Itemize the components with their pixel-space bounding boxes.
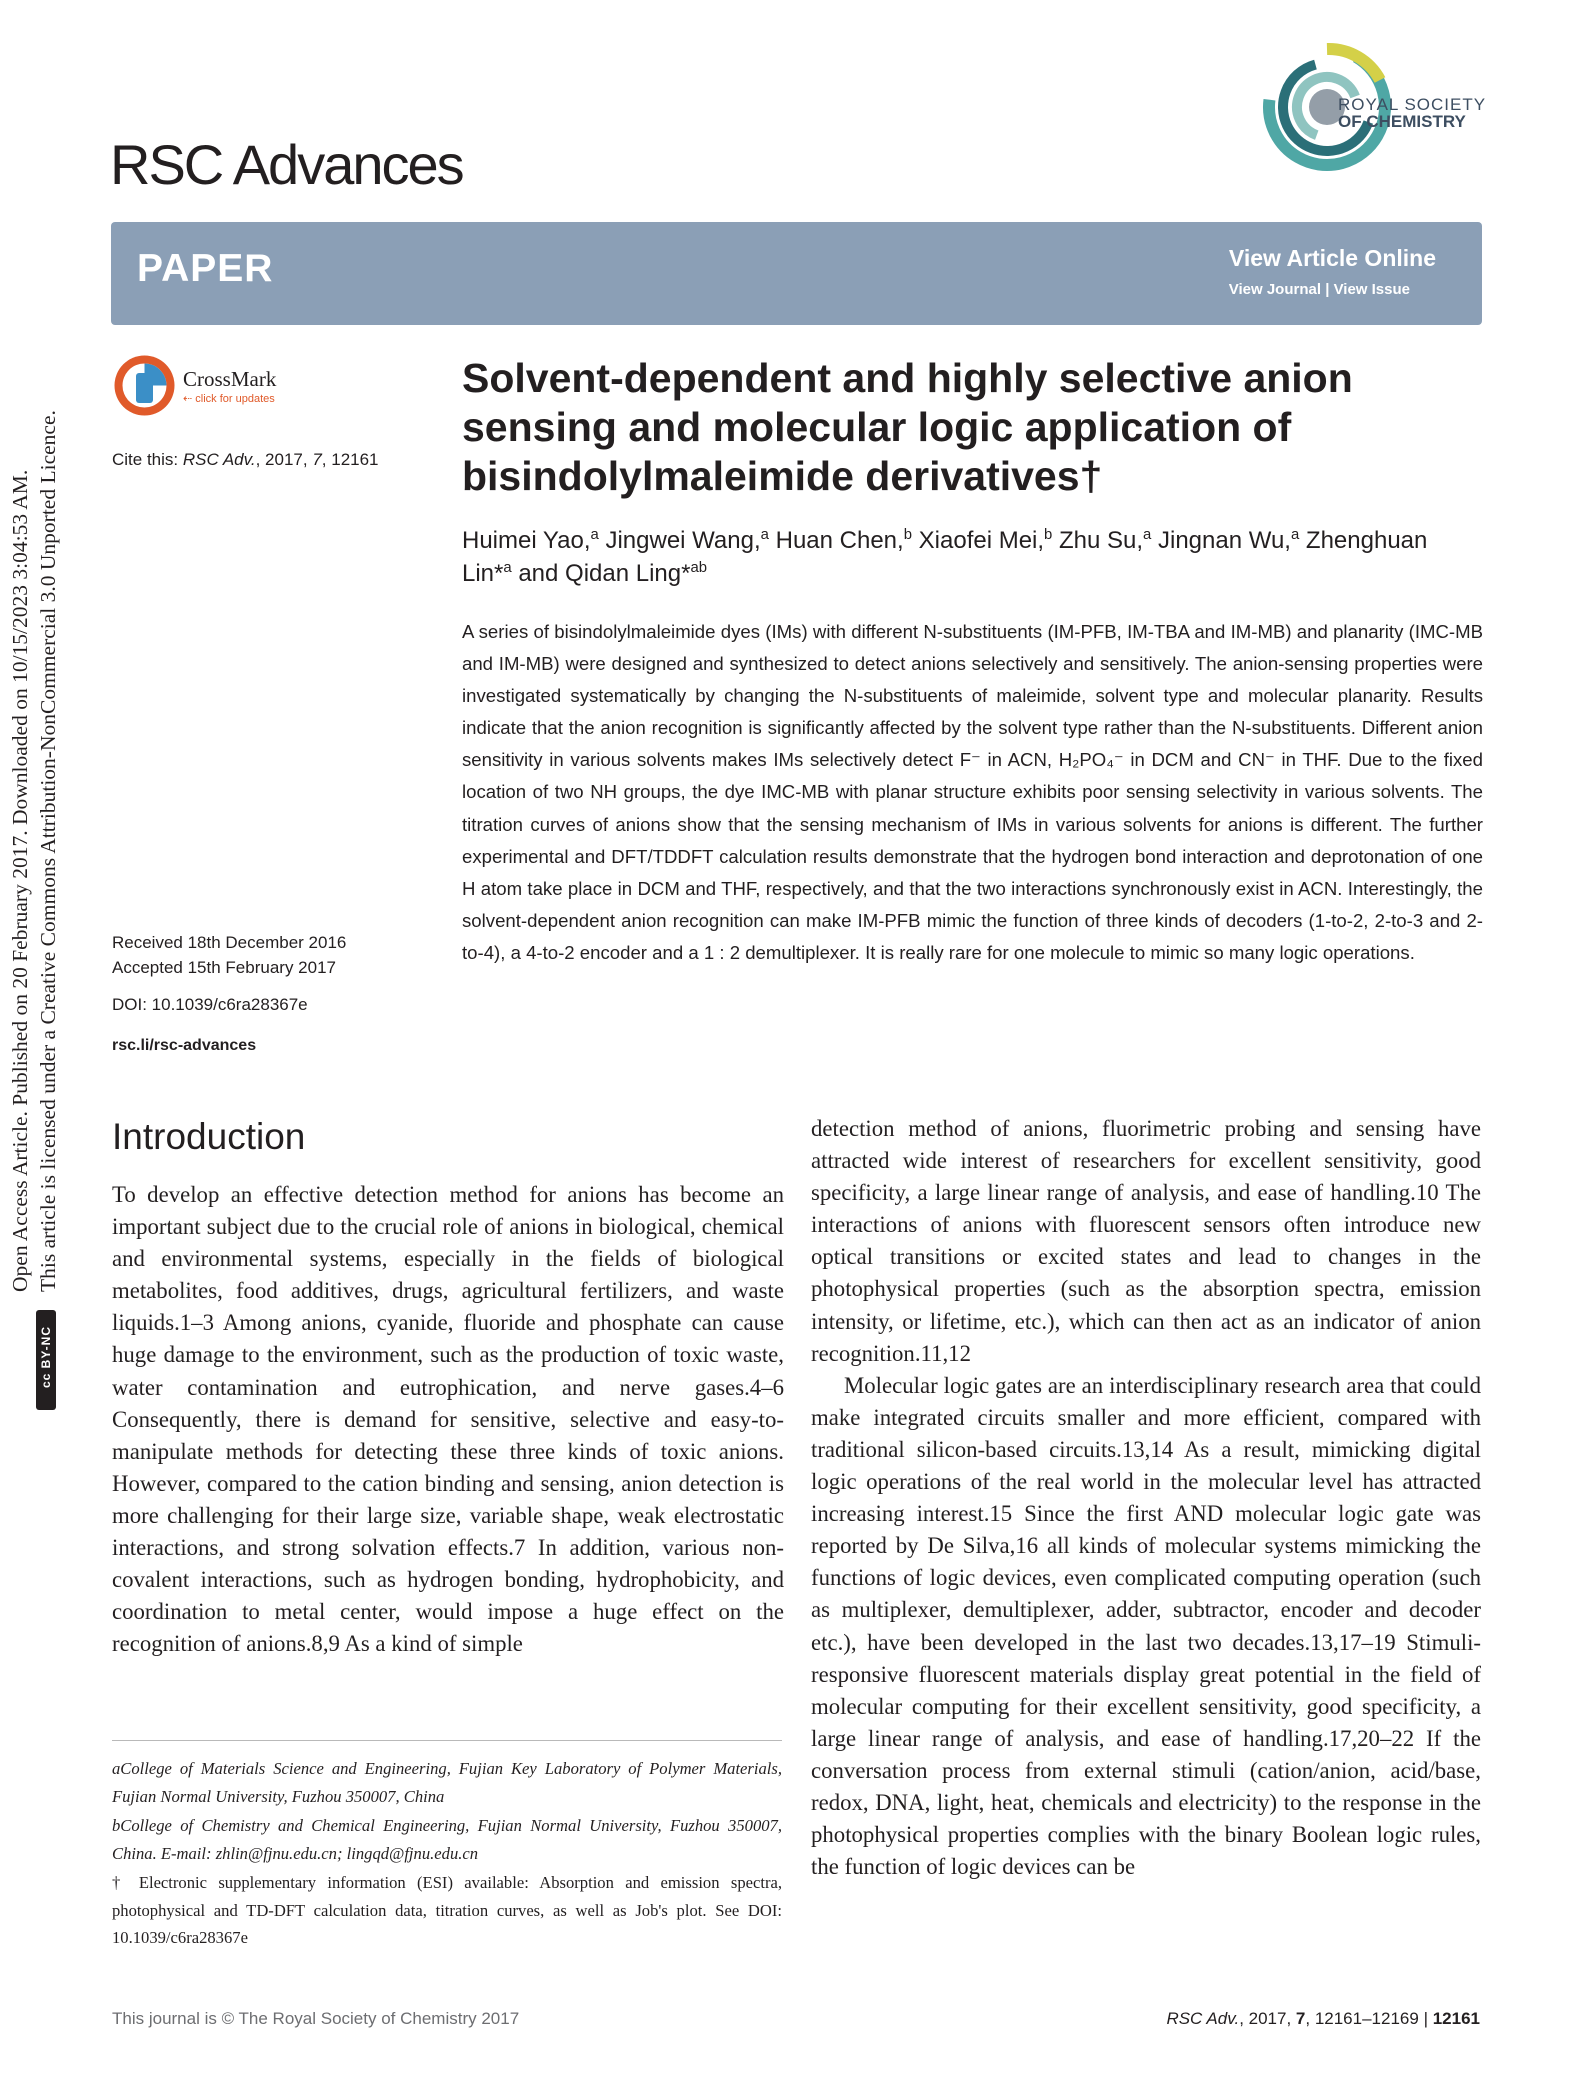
view-links: View Journal | View Issue (1228, 281, 1410, 298)
crossmark-label[interactable]: CrossMark (183, 367, 277, 391)
arrow-left-icon: ⇠ (183, 393, 196, 405)
body-column-left (112, 1179, 784, 1660)
view-article-online-link[interactable]: View Article Online (1228, 245, 1436, 271)
affiliation-a: aCollege of Materials Science and Engineering, Fujian Key Laboratory of Polymer Materials, Fujian Normal University, Fuzhou 350007, China (112, 1759, 782, 1806)
citation: Cite this: RSC Adv., 2017, 7, 12161 (112, 450, 379, 469)
article-title: Solvent-dependent and highly selective anion sensing and molecular logic application of bisindolylmaleimide derivatives† (462, 355, 1353, 499)
article-type: PAPER (137, 247, 274, 290)
footnotes (112, 1755, 782, 1954)
licence-banner (6, 232, 62, 1292)
page-number: 12161 (1432, 2009, 1480, 2028)
received-date: Received 18th December 2016 (112, 933, 347, 952)
article-type-banner (111, 222, 1482, 325)
crossmark-sublabel[interactable]: ⇠ click for updates (183, 393, 275, 405)
affiliation-b: bCollege of Chemistry and Chemical Engineering, Fujian Normal University, Fuzhou 350007, China. E-mail: zhlin@fjnu.edu.cn; lingqd@fjnu.edu.cn (112, 1816, 782, 1863)
licence-line-1: Open Access Article. Published on 20 February 2017. Downloaded on 10/15/2023 3:04:53 AM. (8, 469, 32, 1292)
licence-line-2: This article is licensed under a Creative Commons Attribution-NonCommercial 3.0 Unported Licence. (36, 410, 60, 1292)
cc-by-nc-badge[interactable]: cc BY-NC (36, 1310, 56, 1410)
page-citation: RSC Adv., 2017, 7, 12161–12169 | 12161 (1166, 2009, 1480, 2028)
paragraph: To develop an effective detection method for anions has become an important subject due to the crucial role of anions in biological, chemical and environmental systems, especially in the fields of biological metabolites, food additives, drugs, agricultural fertilizers, and waste liquids.1–3 Among anions, cyanide, fluoride and phosphate can cause huge damage to the environment, such as the production of toxic waste, water contamination and eutrophication, and nerve gases.4–6 Consequently, there is demand for sensitive, selective and easy-to-manipulate methods for detecting these three kinds of toxic anions. However, compared to the cation binding and sensing, anion detection is more challenging for their large size, variable shape, weak electrostatic interactions, and strong solvation effects.7 In addition, various non-covalent interactions, such as hydrogen bonding, hydrophobicity, and coordination to metal center, would impose a huge effect on the recognition of anions.8,9 As a kind of simple (112, 1182, 784, 1657)
paragraph: Molecular logic gates are an interdisciplinary research area that could make integrated circuits smaller and more efficient, compared with traditional silicon-based circuits.13,14 As a result, mimicking digital logic operations of the real world in the molecular level has attracted increasing interest.15 Since the first AND molecular logic gate was reported by De Silva,16 all kinds of molecular systems mimicking the functions of logic devices, even complicated computing operation (such as multiplexer, demultiplexer, adder, subtractor, encoder and decoder etc.), have been developed in the last two decades.13,17–19 Stimuli-responsive fluorescent materials display great potential in the field of molecular computing for their excellent sensitivity, good specificity, a large linear range of analysis, and ease of handling.17,20–22 If the conversation process from external stimuli (cation/anion, acid/base, redox, DNA, light, heat, chemicals and electricity) to the response in the photophysical properties complies with the binary Boolean logic rules, the function of logic devices can be (811, 1372, 1481, 1880)
paragraph: detection method of anions, fluorimetric probing and sensing have attracted wide interest of researchers for excellent sensitivity, good specificity, a large linear range of analysis, and ease of handling.10 The interactions of anions with fluorescent sensors often introduce new optical transitions or excited states and lead to changes in the photophysical properties (such as the absorption spectra, emission intensity, or lifetime, etc.), which can then act as an indicator of anion recognition.11,12 (811, 1116, 1481, 1366)
footnote-divider (112, 1740, 782, 1741)
section-heading-introduction: Introduction (112, 1116, 306, 1157)
journal-title: RSC Advances (110, 133, 463, 196)
crossmark-icon[interactable] (112, 353, 177, 418)
dates (112, 930, 346, 980)
author-list: Huimei Yao,$^a$ Jingwei Wang,$^a$ Huan Chen,$^b$ Xiaofei Mei,$^b$ Zhu Su,$^a$ Jingnan Wu,$^a$ Zhenghuan Lin*$^a$ and Qidan Ling*$^{ab}$ (462, 527, 1428, 587)
view-issue-link[interactable]: View Issue (1333, 281, 1410, 298)
doi[interactable]: DOI: 10.1039/c6ra28367e (112, 995, 308, 1014)
esi-note: † Electronic supplementary information (ESI) available: Absorption and emission spectra, photophysical and TD-DFT calculation data, titration curves, as well as Job's plot. See DOI: 10.1039/c6ra28367e (112, 1873, 782, 1947)
view-journal-link[interactable]: View Journal (1228, 281, 1322, 298)
copyright: This journal is © The Royal Society of Chemistry 2017 (112, 2009, 520, 2028)
journal-link[interactable]: rsc.li/rsc-advances (112, 1037, 257, 1054)
accepted-date: Accepted 15th February 2017 (112, 958, 336, 977)
abstract: A series of bisindolylmaleimide dyes (IMs) with different N-substituents (IM-PFB, IM-TBA and IM-MB) and planarity (IMC-MB and IM-MB) were designed and synthesized to detect anions selectively and sensitively. The anion-sensing properties were investigated systematically by changing the N-substituents of maleimide, solvent type and molecular planarity. Results indicate that the anion recognition is significantly affected by the solvent type rather than the N-substituents. Different anion sensitivity in various solvents makes IMs selectively detect F⁻ in ACN, H₂PO₄⁻ in DCM and CN⁻ in THF. Due to the fixed location of two NH groups, the dye IMC-MB with planar structure exhibits poor sensing selectivity in various solvents. The titration curves of anions show that the sensing mechanism of IMs in various solvents for anions is different. The further experimental and DFT/TDDFT calculation results demonstrate that the hydrogen bond interaction and deprotonation of one H atom take place in DCM and THF, respectively, and that the two interactions synchronously exist in ACN. Interestingly, the solvent-dependent anion recognition can make IM-PFB mimic the function of three kinds of decoders (1-to-2, 2-to-3 and 2-to-4), a 4-to-2 encoder and a 1 : 2 demultiplexer. It is really rare for one molecule to mimic so many logic operations. (462, 621, 1483, 963)
publisher-name: ROYAL SOCIETY OF CHEMISTRY (1338, 95, 1487, 131)
body-column-right (811, 1113, 1481, 1883)
